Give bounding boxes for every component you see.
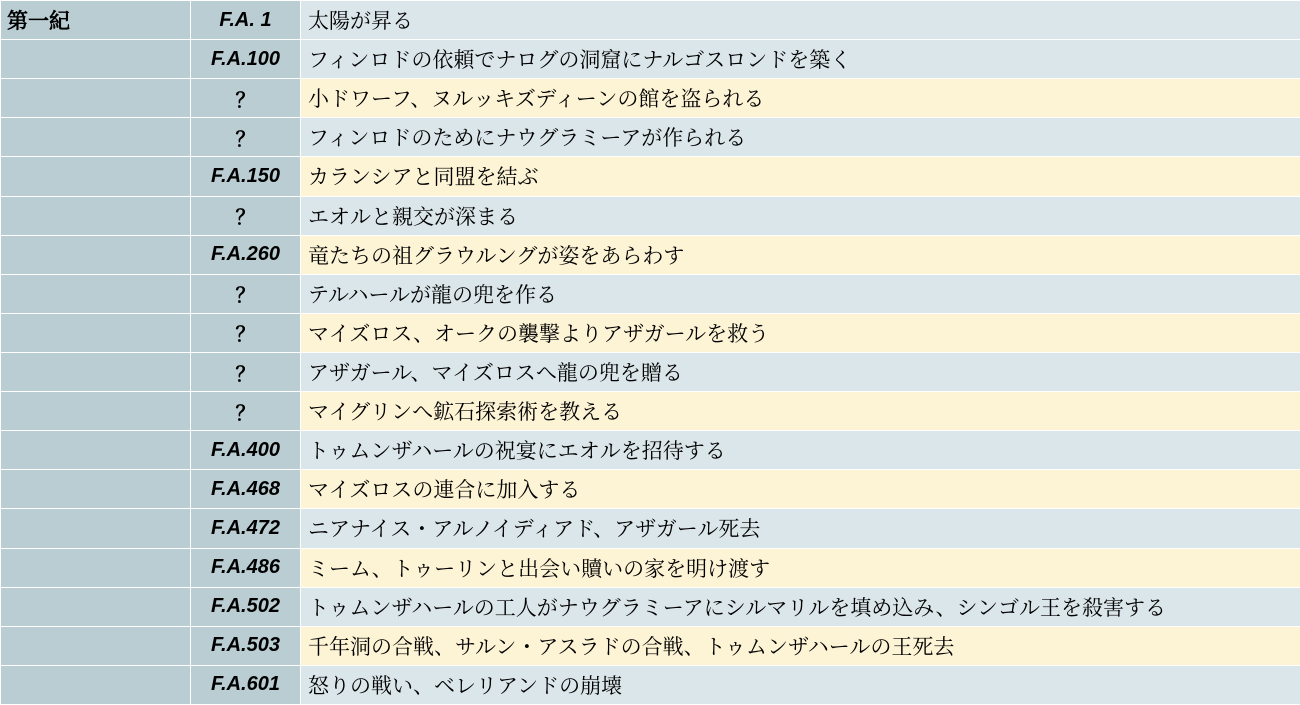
date-cell: ？ (191, 118, 301, 157)
table-row (1, 509, 1300, 548)
era-label-cell: 第一紀 (1, 1, 191, 40)
table-row (1, 235, 1300, 274)
table-row (1, 626, 1300, 665)
event-cell: ニアナイス・アルノイディアド、アザガール死去 (301, 509, 1300, 548)
era-empty-cell (1, 118, 191, 157)
event-cell: 竜たちの祖グラウルングが姿をあらわす (301, 235, 1300, 274)
event-cell: トゥムンザハールの工人がナウグラミーアにシルマリルを填め込み、シンゴル王を殺害する (301, 587, 1300, 626)
date-cell: F.A.468 (191, 470, 301, 509)
date-cell: F.A.502 (191, 587, 301, 626)
event-cell: ミーム、トゥーリンと出会い贖いの家を明け渡す (301, 548, 1300, 587)
date-cell: ？ (191, 392, 301, 431)
era-empty-cell (1, 587, 191, 626)
table-row (1, 118, 1300, 157)
event-cell: マイズロス、オークの襲撃よりアザガールを救う (301, 313, 1300, 352)
era-empty-cell (1, 40, 191, 79)
era-empty-cell (1, 509, 191, 548)
event-cell: カランシアと同盟を結ぶ (301, 157, 1300, 196)
era-empty-cell (1, 79, 191, 118)
date-cell: ？ (191, 79, 301, 118)
table-row (1, 587, 1300, 626)
era-empty-cell (1, 626, 191, 665)
date-cell: F.A.260 (191, 235, 301, 274)
date-cell: F.A.503 (191, 626, 301, 665)
table-row (1, 431, 1300, 470)
table-row (1, 665, 1300, 704)
date-cell: ？ (191, 196, 301, 235)
table-row (1, 79, 1300, 118)
table-row (1, 1, 1300, 40)
table-row (1, 313, 1300, 352)
date-cell: ？ (191, 274, 301, 313)
era-empty-cell (1, 665, 191, 704)
table-row (1, 157, 1300, 196)
event-cell: フィンロドのためにナウグラミーアが作られる (301, 118, 1300, 157)
table-row (1, 352, 1300, 391)
date-cell: F.A.472 (191, 509, 301, 548)
date-cell: F.A.486 (191, 548, 301, 587)
date-cell: ？ (191, 352, 301, 391)
era-empty-cell (1, 352, 191, 391)
event-cell: 怒りの戦い、ベレリアンドの崩壊 (301, 665, 1300, 704)
date-cell: F.A.100 (191, 40, 301, 79)
table-row (1, 274, 1300, 313)
event-cell: トゥムンザハールの祝宴にエオルを招待する (301, 431, 1300, 470)
era-empty-cell (1, 431, 191, 470)
era-empty-cell (1, 548, 191, 587)
date-cell: F.A.601 (191, 665, 301, 704)
event-cell: フィンロドの依頼でナログの洞窟にナルゴスロンドを築く (301, 40, 1300, 79)
table-row (1, 470, 1300, 509)
date-cell: ？ (191, 313, 301, 352)
event-cell: 太陽が昇る (301, 1, 1300, 40)
era-empty-cell (1, 157, 191, 196)
event-cell: アザガール、マイズロスへ龍の兜を贈る (301, 352, 1300, 391)
date-cell: F.A.400 (191, 431, 301, 470)
era-empty-cell (1, 274, 191, 313)
event-cell: マイズロスの連合に加入する (301, 470, 1300, 509)
timeline-body (1, 1, 1300, 705)
era-empty-cell (1, 313, 191, 352)
era-empty-cell (1, 470, 191, 509)
event-cell: エオルと親交が深まる (301, 196, 1300, 235)
event-cell: マイグリンへ鉱石探索術を教える (301, 392, 1300, 431)
era-empty-cell (1, 235, 191, 274)
table-row (1, 392, 1300, 431)
era-empty-cell (1, 196, 191, 235)
event-cell: 小ドワーフ、ヌルッキズディーンの館を盗られる (301, 79, 1300, 118)
date-cell: F.A. 1 (191, 1, 301, 40)
date-cell: F.A.150 (191, 157, 301, 196)
table-row (1, 196, 1300, 235)
table-row (1, 548, 1300, 587)
event-cell: 千年洞の合戦、サルン・アスラドの合戦、トゥムンザハールの王死去 (301, 626, 1300, 665)
table-row (1, 40, 1300, 79)
era-empty-cell (1, 392, 191, 431)
event-cell: テルハールが龍の兜を作る (301, 274, 1300, 313)
